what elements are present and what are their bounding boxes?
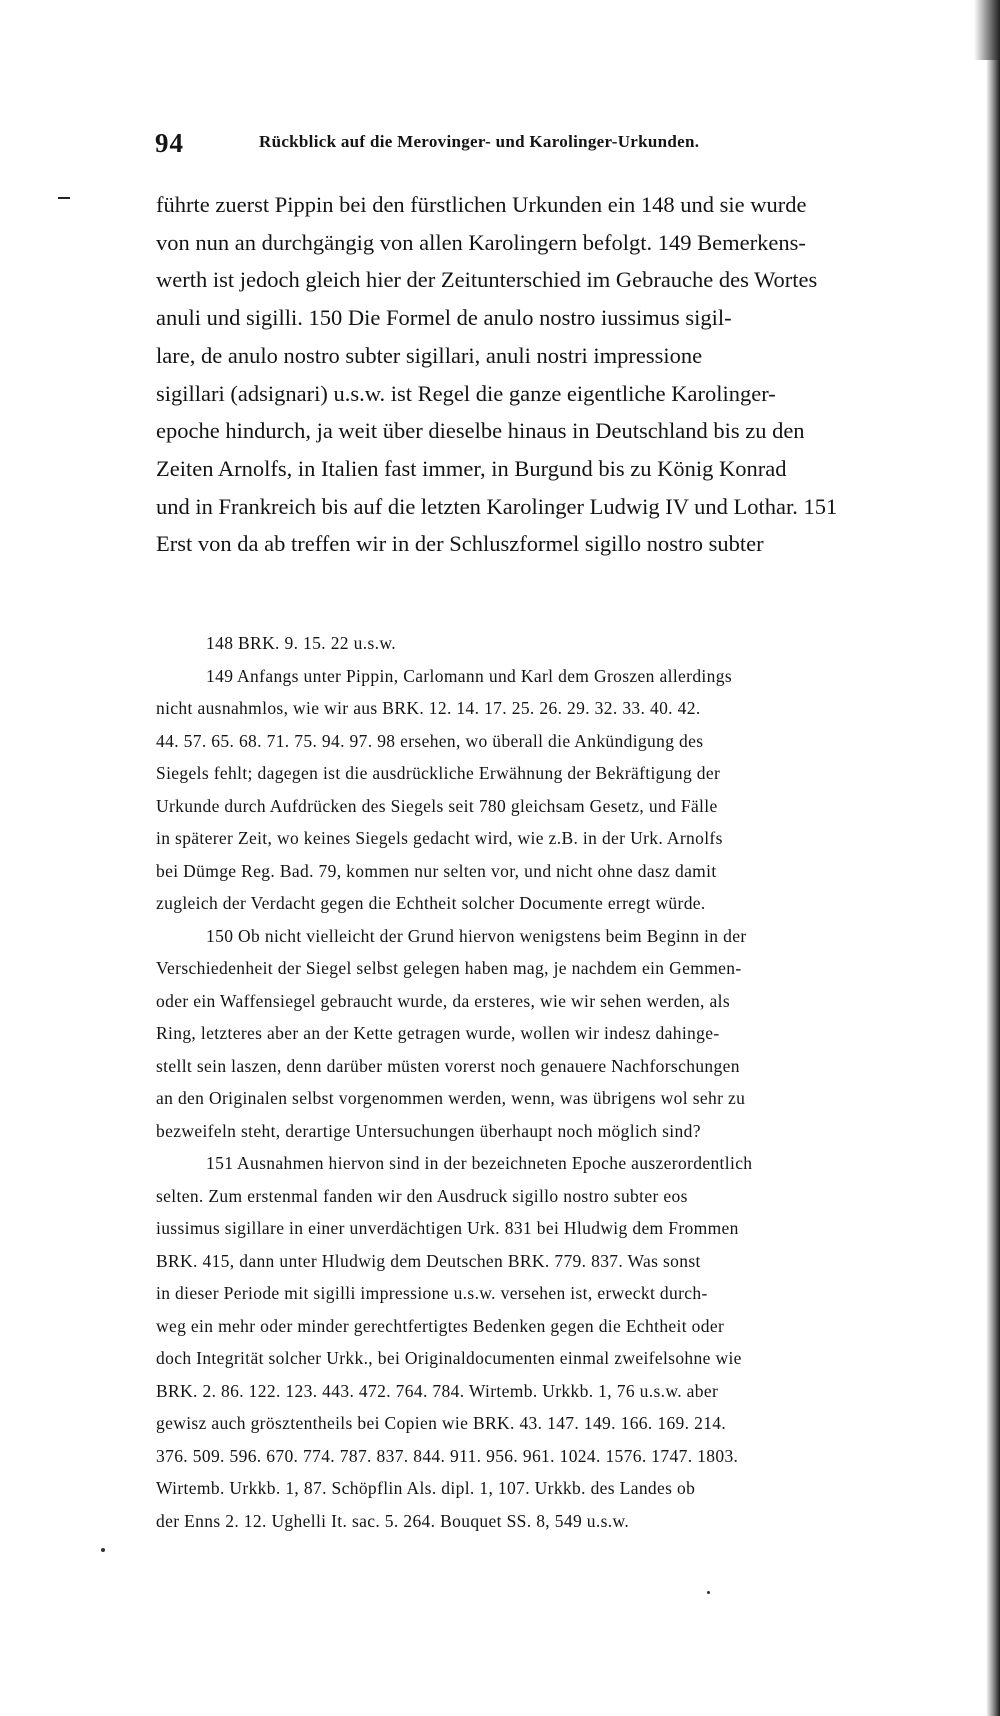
footnote-line: doch Integrität solcher Urkk., bei Originaldocumenten einmal zweifelsohne wie — [156, 1348, 742, 1368]
text-line: Zeiten Arnolfs, in Italien fast immer, in Burgund bis zu König Konrad — [156, 455, 787, 481]
footnote-line: gewisz auch grösztentheils bei Copien wie BRK. 43. 147. 149. 166. 169. 214. — [156, 1413, 727, 1433]
footnote-line: in dieser Periode mit sigilli impressione u.s.w. versehen ist, erweckt durch- — [156, 1283, 708, 1303]
footnote-line: nicht ausnahmlos, wie wir aus BRK. 12. 14. 17. 25. 26. 29. 32. 33. 40. 42. — [156, 698, 701, 718]
footnote-line: 44. 57. 65. 68. 71. 75. 94. 97. 98 ersehen, wo überall die Ankündigung des — [156, 730, 704, 751]
text-line: von nun an durchgängig von allen Karolingern befolgt. 149 Bemerkens- — [156, 229, 806, 255]
footnote-line: 151 Ausnahmen hiervon sind in der bezeichneten Epoche auszerordentlich — [206, 1153, 753, 1173]
footnote-line: 148 BRK. 9. 15. 22 u.s.w. — [206, 633, 396, 653]
text-line: werth ist jedoch gleich hier der Zeitunterschied im Gebrauche des Wortes — [156, 267, 818, 293]
footnote-line: der Enns 2. 12. Ughelli It. sac. 5. 264. Bouquet SS. 8, 549 u.s.w. — [156, 1510, 630, 1531]
text-line: führte zuerst Pippin bei den fürstlichen Urkunden ein 148 und sie wurde — [156, 192, 807, 217]
footnote-line: Siegels fehlt; dagegen ist die ausdrückliche Erwähnung der Bekräftigung der — [156, 763, 721, 783]
text-line: lare, de anulo nostro subter sigillari, anuli nostri impressione — [156, 342, 703, 368]
text-line: Erst von da ab treffen wir in der Schluszformel sigillo nostro subter — [156, 531, 764, 557]
footnote-line: BRK. 415, dann unter Hludwig dem Deutschen BRK. 779. 837. Was sonst — [156, 1250, 701, 1271]
footnote-150 — [156, 920, 968, 1148]
ink-speck — [101, 1548, 105, 1552]
footnote-line: selten. Zum erstenmal fanden wir den Ausdruck sigillo nostro subter eos — [156, 1185, 688, 1206]
footnotes — [156, 627, 968, 1537]
footnote-148 — [156, 627, 968, 660]
footnote-line: BRK. 2. 86. 122. 123. 443. 472. 764. 784. Wirtemb. Urkkb. 1, 76 u.s.w. aber — [156, 1380, 719, 1401]
footnote-line: 149 Anfangs unter Pippin, Carlomann und Karl dem Groszen allerdings — [206, 665, 732, 686]
footnote-line: iussimus sigillare in einer unverdächtigen Urk. 831 bei Hludwig dem Frommen — [156, 1218, 739, 1238]
main-text — [156, 186, 984, 563]
text-line: epoche hindurch, ja weit über dieselbe hinaus in Deutschland bis zu den — [156, 418, 805, 444]
page-edge-shadow — [986, 0, 1000, 1716]
footnote-line: zugleich der Verdacht gegen die Echtheit solcher Documente erregt würde. — [156, 893, 706, 913]
text-line: anuli und sigilli. 150 Die Formel de anulo nostro iussimus sigil- — [156, 305, 732, 331]
footnote-149 — [156, 660, 968, 920]
page-corner-shadow — [974, 0, 1000, 60]
footnote-line: an den Originalen selbst vorgenommen werden, wenn, was übrigens wol sehr zu — [156, 1088, 746, 1108]
footnote-line: weg ein mehr oder minder gerechtfertigtes Bedenken gegen die Echtheit oder — [156, 1315, 725, 1336]
footnote-151 — [156, 1147, 968, 1537]
footnote-line: bezweifeln steht, derartige Untersuchungen überhaupt noch möglich sind? — [156, 1120, 701, 1141]
footnote-line: Urkunde durch Aufdrücken des Siegels seit 780 gleichsam Gesetz, und Fälle — [156, 795, 718, 816]
page-header — [155, 128, 915, 158]
ink-speck — [707, 1591, 710, 1594]
footnote-line: 376. 509. 596. 670. 774. 787. 837. 844. 911. 956. 961. 1024. 1576. 1747. 1803. — [156, 1445, 739, 1466]
footnote-line: stellt sein laszen, denn darüber müsten vorerst noch genauere Nachforschungen — [156, 1055, 740, 1076]
footnote-line: in späterer Zeit, wo keines Siegels gedacht wird, wie z.B. in der Urk. Arnolfs — [156, 828, 723, 848]
text-line: und in Frankreich bis auf die letzten Karolinger Ludwig IV und Lothar. 151 — [156, 493, 838, 519]
text-line: sigillari (adsignari) u.s.w. ist Regel die ganze eigentliche Karolinger- — [156, 380, 776, 406]
running-title: Rückblick auf die Merovinger- und Karolinger-Urkunden. — [259, 132, 700, 151]
footnote-line: oder ein Waffensiegel gebraucht wurde, da ersteres, wie wir sehen werden, als — [156, 990, 730, 1011]
footnote-line: 150 Ob nicht vielleicht der Grund hiervon wenigstens beim Beginn in der — [206, 925, 747, 946]
footnote-line: Verschiedenheit der Siegel selbst gelegen haben mag, je nachdem ein Gemmen- — [156, 958, 742, 978]
footnote-line: bei Dümge Reg. Bad. 79, kommen nur selten vor, und nicht ohne dasz damit — [156, 860, 717, 881]
page-number: 94 — [155, 128, 184, 158]
margin-mark — [58, 197, 70, 199]
footnote-line: Wirtemb. Urkkb. 1, 87. Schöpflin Als. dipl. 1, 107. Urkkb. des Landes ob — [156, 1478, 696, 1498]
footnote-line: Ring, letzteres aber an der Kette getragen wurde, wollen wir indesz dahinge- — [156, 1023, 720, 1043]
